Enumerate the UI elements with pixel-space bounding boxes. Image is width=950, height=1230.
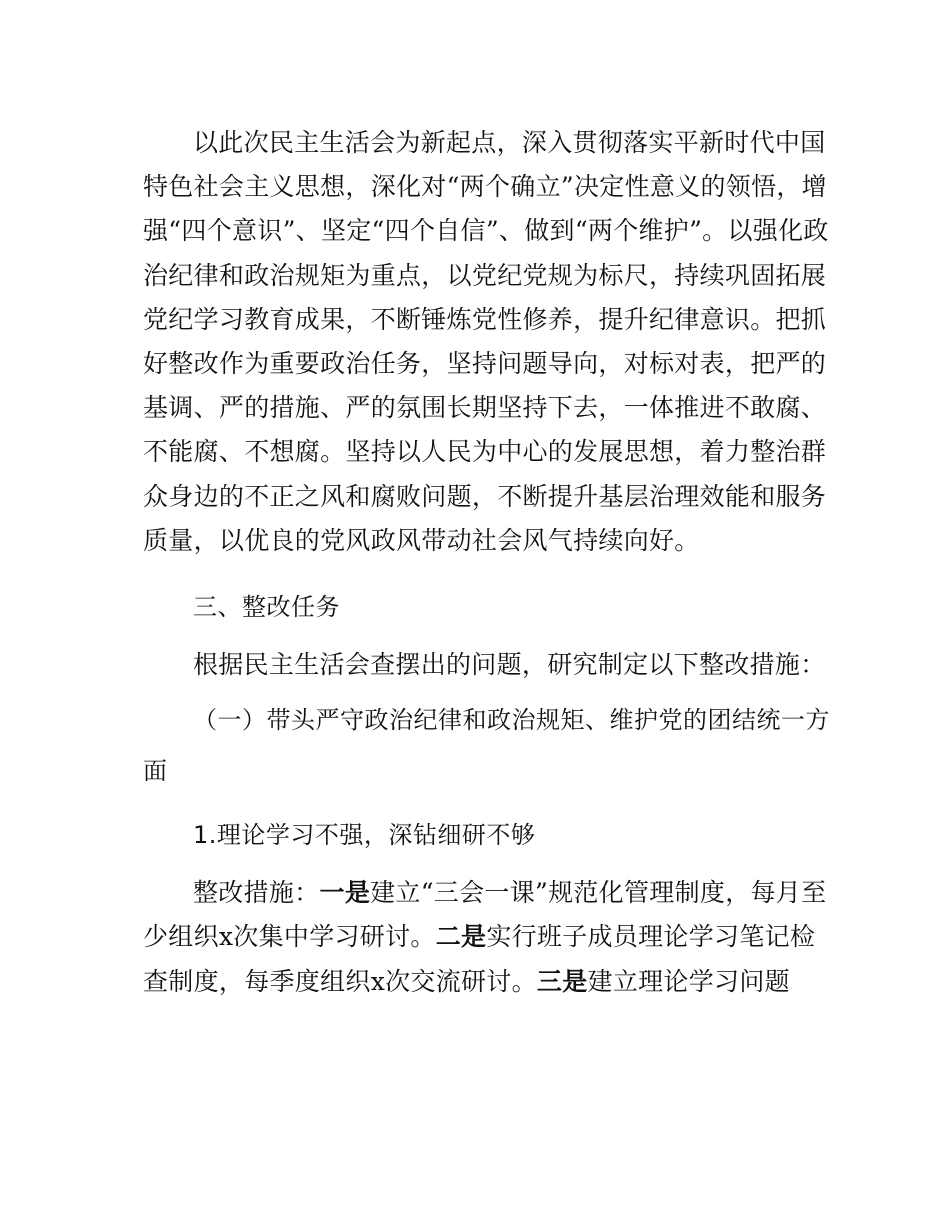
measure-2-text: 实行班子成员理论学习笔记检查制度，每季度组织x次交流研讨。 bbox=[143, 922, 816, 996]
subsection-heading: （一）带头严守政治纪律和政治规矩、维护党的团结统一方面 bbox=[143, 706, 830, 786]
measures-lead: 整改措施： bbox=[193, 878, 320, 908]
section-heading: 三、整改任务 bbox=[193, 593, 340, 622]
intro-paragraph: 以此次民主生活会为新起点，深入贯彻落实平新时代中国特色社会主义思想，深化对“两个确立”决定性意义的领悟，增强“四个意识”、坚定“四个自信”、做到“两个维护”。以强化政治纪律和政治规矩为重点，以党纪党规为标尺，持续巩固拓展党纪学习教育成果，不断锤炼党性修养，提升纪律意识。把抓好整改作为重要政治任务，坚持问题导向，对标对表，把严的基调、严的措施、严的氛围长期坚持下去，一体推进不敢腐、不能腐、不想腐。坚持以人民为中心的发展思想，着力整治群众身边的不正之风和腐败问题，不断提升基层治理效能和服务质量，以优良的党风政风带动社会风气持续向好。 bbox=[143, 128, 829, 555]
document-body bbox=[143, 121, 833, 1004]
measure-1-label: 一是 bbox=[319, 878, 371, 908]
item-heading: 1.理论学习不强，深钻细研不够 bbox=[193, 821, 536, 850]
measure-3-label: 三是 bbox=[536, 966, 588, 996]
measure-2-label: 二是 bbox=[435, 922, 487, 952]
section-intro-paragraph: 根据民主生活会查摆出的问题，研究制定以下整改措施： bbox=[193, 650, 826, 680]
measures-paragraph bbox=[143, 871, 833, 1004]
measure-3-text: 建立理论学习问题 bbox=[587, 966, 790, 996]
measure-1-text: 建立“三会一课”规范化管理制度，每月至少组织x次集中学习研讨。 bbox=[143, 878, 827, 952]
